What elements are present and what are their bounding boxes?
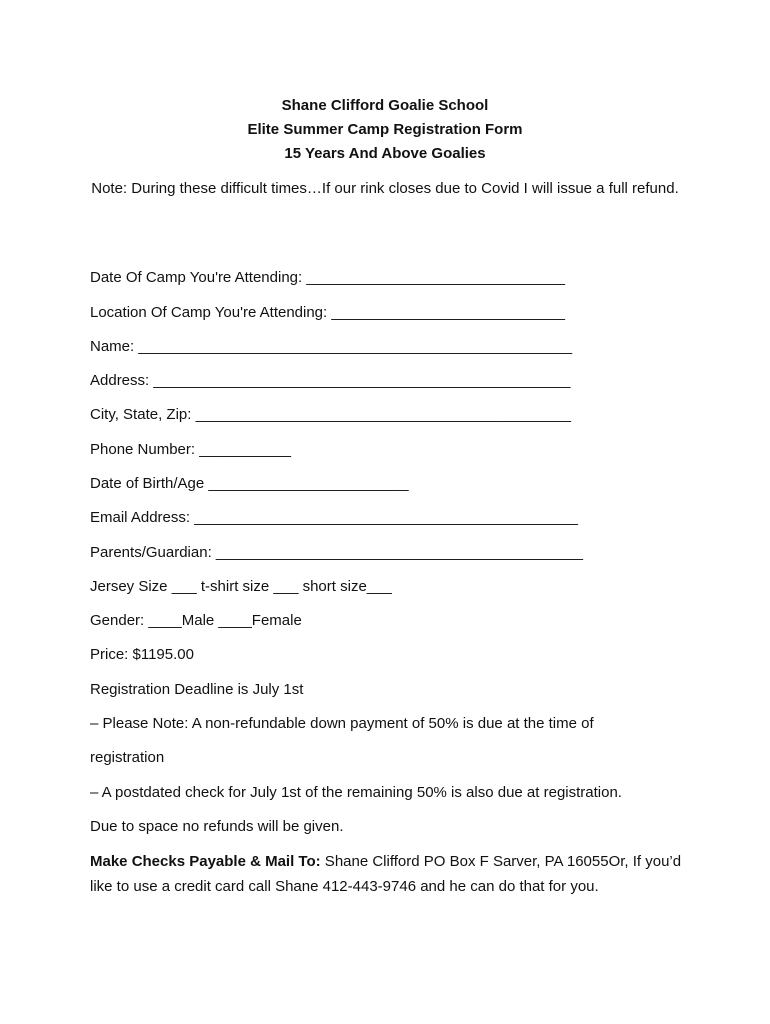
address-field: Address: __________________________________________________ xyxy=(90,372,571,389)
email-field: Email Address: ______________________________________________ xyxy=(90,509,578,526)
no-refunds-note: Due to space no refunds will be given. xyxy=(90,818,344,835)
sizes-field: Jersey Size ___ t-shirt size ___ short size___ xyxy=(90,578,392,595)
gender-field: Gender: ____Male ____Female xyxy=(90,612,302,629)
down-payment-note-cont: registration xyxy=(90,749,165,766)
phone-field: Phone Number: ___________ xyxy=(90,441,291,458)
dob-age-field: Date of Birth/Age ________________________ xyxy=(90,475,409,492)
age-group: 15 Years And Above Goalies xyxy=(284,145,486,162)
deadline-text: Registration Deadline is July 1st xyxy=(90,681,304,698)
mail-text: Shane Clifford PO Box F Sarver, PA 16055Or, If you’d like to use a credit card call Shane 412-443-9746 and he can do that for you. xyxy=(90,853,682,895)
city-state-zip-field: City, State, Zip: _____________________________________________ xyxy=(90,406,571,423)
location-of-camp-field: Location Of Camp You're Attending: ____________________________ xyxy=(90,304,565,321)
school-name: Shane Clifford Goalie School xyxy=(281,97,489,114)
form-title: Elite Summer Camp Registration Form xyxy=(247,121,523,138)
mail-instructions xyxy=(90,849,690,899)
covid-note: Note: During these difficult times…If our rink closes due to Covid I will issue a full refund. xyxy=(91,180,679,197)
parents-guardian-field: Parents/Guardian: ____________________________________________ xyxy=(90,544,583,561)
name-field: Name: ____________________________________________________ xyxy=(90,338,573,355)
price-text: Price: $1195.00 xyxy=(90,646,194,663)
mail-label: Make Checks Payable & Mail To: xyxy=(90,853,321,870)
down-payment-note: – Please Note: A non-refundable down payment of 50% is due at the time of xyxy=(90,715,594,732)
date-of-camp-field: Date Of Camp You're Attending: _______________________________ xyxy=(90,269,565,286)
form-header xyxy=(0,94,770,166)
postdated-check-note: – A postdated check for July 1st of the remaining 50% is also due at registration. xyxy=(90,784,622,801)
